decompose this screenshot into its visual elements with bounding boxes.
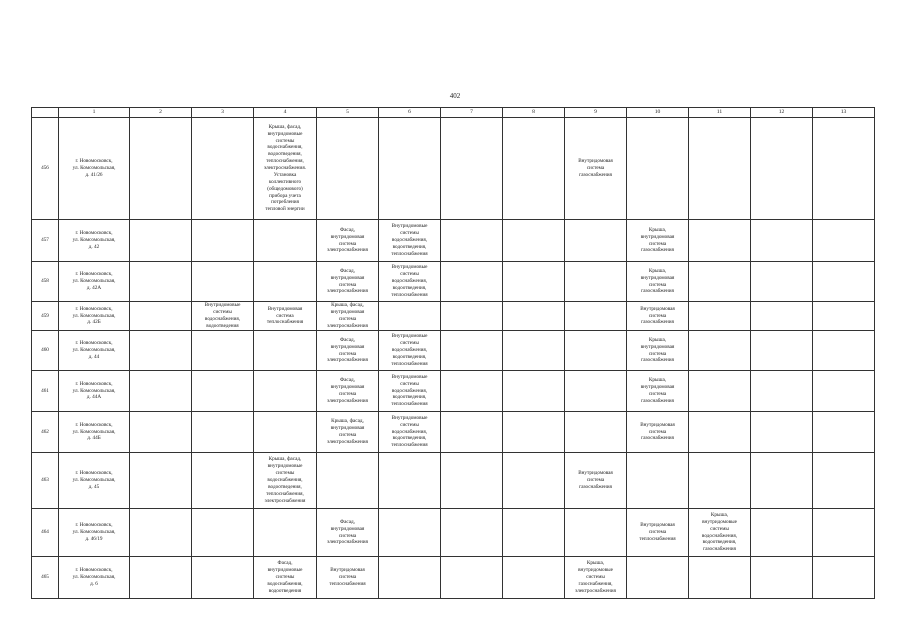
header-cell: 13 xyxy=(813,108,875,118)
work-cell: Внутридомовая система теплоснабжения xyxy=(317,557,379,599)
table-row xyxy=(32,371,875,412)
header-cell: 4 xyxy=(254,108,317,118)
work-cell xyxy=(130,557,192,599)
row-number-cell: 463 xyxy=(32,453,59,509)
table-row xyxy=(32,557,875,599)
work-cell xyxy=(441,453,503,509)
table-body xyxy=(32,118,875,599)
work-cell xyxy=(192,220,254,262)
work-cell xyxy=(317,453,379,509)
work-cell xyxy=(503,412,565,453)
work-cell xyxy=(503,220,565,262)
header-cell: 5 xyxy=(317,108,379,118)
header-cell: 2 xyxy=(130,108,192,118)
work-cell xyxy=(751,302,813,331)
work-cell xyxy=(192,509,254,557)
address-cell: г. Новомосковск, ул. Комсомольская, д. 42А xyxy=(59,262,130,302)
work-cell: Внутридомовая система газоснабжения xyxy=(627,302,689,331)
work-cell xyxy=(813,557,875,599)
work-cell xyxy=(503,331,565,371)
address-cell: г. Новомосковск, ул. Комсомольская, д. 45 xyxy=(59,453,130,509)
work-cell: Фасад, внутридомовая система электроснабжения xyxy=(317,371,379,412)
work-cell xyxy=(379,302,441,331)
repair-schedule-table xyxy=(31,107,875,599)
work-cell xyxy=(689,412,751,453)
header-cell: 10 xyxy=(627,108,689,118)
work-cell: Крыша, внутридомовая система газоснабжения xyxy=(627,371,689,412)
header-cell-num xyxy=(32,108,59,118)
work-cell xyxy=(689,371,751,412)
page-number: 402 xyxy=(449,92,461,100)
work-cell: Внутридомовые системы водоснабжения, водоотведения, теплоснабжения xyxy=(379,331,441,371)
work-cell xyxy=(689,262,751,302)
work-cell xyxy=(254,220,317,262)
work-cell xyxy=(751,331,813,371)
header-cell: 11 xyxy=(689,108,751,118)
table-row xyxy=(32,412,875,453)
work-cell xyxy=(565,302,627,331)
work-cell xyxy=(689,331,751,371)
work-cell: Крыша, фасад, внутридомовые системы водоснабжения, водоотведения, теплоснабжения, электроснабжения. Установка коллективного (общедомового) прибора учета потребления тепловой энергии xyxy=(254,118,317,220)
work-cell xyxy=(813,453,875,509)
work-cell xyxy=(130,509,192,557)
address-cell: г. Новомосковск, ул. Комсомольская, д. 41/26 xyxy=(59,118,130,220)
work-cell xyxy=(689,302,751,331)
work-cell xyxy=(751,557,813,599)
work-cell xyxy=(192,557,254,599)
work-cell xyxy=(130,453,192,509)
header-cell: 12 xyxy=(751,108,813,118)
row-number-cell: 458 xyxy=(32,262,59,302)
row-number-cell: 459 xyxy=(32,302,59,331)
work-cell xyxy=(441,331,503,371)
work-cell: Внутридомовые системы водоснабжения, водоотведения, теплоснабжения xyxy=(379,371,441,412)
work-cell: Фасад, внутридомовая система электроснабжения xyxy=(317,262,379,302)
work-cell xyxy=(503,453,565,509)
work-cell xyxy=(192,262,254,302)
table-row xyxy=(32,118,875,220)
work-cell xyxy=(627,453,689,509)
work-cell xyxy=(565,220,627,262)
address-cell: г. Новомосковск, ул. Комсомольская, д. 46/19 xyxy=(59,509,130,557)
work-cell xyxy=(441,302,503,331)
table-row xyxy=(32,220,875,262)
work-cell: Внутридомовые системы водоснабжения, водоотведения, теплоснабжения xyxy=(379,412,441,453)
header-cell: 1 xyxy=(59,108,130,118)
work-cell xyxy=(751,118,813,220)
work-cell: Внутридомовая система газоснабжения xyxy=(627,412,689,453)
table-row xyxy=(32,331,875,371)
address-cell: г. Новомосковск, ул. Комсомольская, д. 44А xyxy=(59,371,130,412)
work-cell xyxy=(565,509,627,557)
work-cell xyxy=(751,220,813,262)
row-number-cell: 461 xyxy=(32,371,59,412)
work-cell xyxy=(441,118,503,220)
address-cell: г. Новомосковск, ул. Комсомольская, д. 6 xyxy=(59,557,130,599)
address-cell: г. Новомосковск, ул. Комсомольская, д. 42Б xyxy=(59,302,130,331)
work-cell xyxy=(130,262,192,302)
work-cell: Крыша, внутридомовые системы водоснабжения, водоотведения, газоснабжения xyxy=(689,509,751,557)
header-cell: 6 xyxy=(379,108,441,118)
work-cell: Крыша, фасад, внутридомовая система электроснабжения xyxy=(317,302,379,331)
work-cell xyxy=(503,262,565,302)
row-number-cell: 464 xyxy=(32,509,59,557)
work-cell xyxy=(689,557,751,599)
work-cell: Крыша, фасад, внутридомовая система электроснабжения xyxy=(317,412,379,453)
work-cell xyxy=(813,371,875,412)
work-cell: Фасад, внутридомовая система электроснабжения xyxy=(317,331,379,371)
work-cell xyxy=(441,557,503,599)
work-cell xyxy=(503,371,565,412)
work-cell xyxy=(254,371,317,412)
work-cell xyxy=(379,453,441,509)
work-cell: Крыша, внутридомовая система газоснабжения xyxy=(627,331,689,371)
work-cell xyxy=(254,331,317,371)
work-cell xyxy=(813,262,875,302)
work-cell xyxy=(813,118,875,220)
header-cell: 8 xyxy=(503,108,565,118)
work-cell xyxy=(192,118,254,220)
row-number-cell: 457 xyxy=(32,220,59,262)
header-cell: 9 xyxy=(565,108,627,118)
work-cell xyxy=(441,412,503,453)
work-cell xyxy=(254,412,317,453)
address-cell: г. Новомосковск, ул. Комсомольская, д. 42 xyxy=(59,220,130,262)
table-row xyxy=(32,509,875,557)
work-cell xyxy=(192,371,254,412)
work-cell xyxy=(503,118,565,220)
work-cell xyxy=(689,453,751,509)
work-cell xyxy=(503,557,565,599)
work-cell xyxy=(751,371,813,412)
work-cell xyxy=(441,371,503,412)
work-cell: Крыша, внутридомовая система газоснабжения xyxy=(627,262,689,302)
row-number-cell: 465 xyxy=(32,557,59,599)
work-cell xyxy=(254,509,317,557)
work-cell xyxy=(254,262,317,302)
work-cell: Крыша, внутридомовые системы газоснабжения, электроснабжения xyxy=(565,557,627,599)
row-number-cell: 460 xyxy=(32,331,59,371)
work-cell xyxy=(130,220,192,262)
row-number-cell: 462 xyxy=(32,412,59,453)
work-cell xyxy=(689,118,751,220)
work-cell xyxy=(627,118,689,220)
work-cell xyxy=(441,262,503,302)
work-cell xyxy=(317,118,379,220)
table-row xyxy=(32,302,875,331)
work-cell xyxy=(751,262,813,302)
work-cell xyxy=(379,118,441,220)
work-cell xyxy=(627,557,689,599)
row-number-cell: 456 xyxy=(32,118,59,220)
address-cell: г. Новомосковск, ул. Комсомольская, д. 44Б xyxy=(59,412,130,453)
work-cell xyxy=(441,509,503,557)
work-cell xyxy=(192,453,254,509)
work-cell: Крыша, фасад, внутридомовые системы водоснабжения, водоотведения, теплоснабжения, электроснабжения xyxy=(254,453,317,509)
work-cell: Фасад, внутридомовая система электроснабжения xyxy=(317,220,379,262)
work-cell xyxy=(130,118,192,220)
work-cell xyxy=(192,331,254,371)
work-cell xyxy=(689,220,751,262)
work-cell: Внутридомовая система газоснабжения xyxy=(565,118,627,220)
work-cell xyxy=(565,331,627,371)
work-cell xyxy=(379,509,441,557)
work-cell xyxy=(379,557,441,599)
work-cell xyxy=(813,331,875,371)
address-cell: г. Новомосковск, ул. Комсомольская, д. 44 xyxy=(59,331,130,371)
work-cell xyxy=(751,412,813,453)
work-cell xyxy=(565,412,627,453)
work-cell xyxy=(130,412,192,453)
work-cell xyxy=(565,262,627,302)
work-cell xyxy=(130,331,192,371)
work-cell xyxy=(751,509,813,557)
work-cell: Крыша, внутридомовая система газоснабжения xyxy=(627,220,689,262)
header-cell: 3 xyxy=(192,108,254,118)
work-cell: Фасад, внутридомовые системы водоснабжения, водоотведения xyxy=(254,557,317,599)
work-cell xyxy=(813,220,875,262)
work-cell xyxy=(813,412,875,453)
column-header-row xyxy=(32,108,875,118)
work-cell: Внутридомовая система теплоснабжения xyxy=(254,302,317,331)
work-cell xyxy=(813,302,875,331)
work-cell: Внутридомовые системы водоснабжения, водоотведения, теплоснабжения xyxy=(379,220,441,262)
work-cell: Внутридомовая система газоснабжения xyxy=(565,453,627,509)
work-cell xyxy=(565,371,627,412)
work-cell: Внутридомовая система теплоснабжения xyxy=(627,509,689,557)
table-row xyxy=(32,262,875,302)
table-row xyxy=(32,453,875,509)
work-cell xyxy=(813,509,875,557)
work-cell xyxy=(441,220,503,262)
work-cell xyxy=(751,453,813,509)
work-cell xyxy=(503,509,565,557)
work-cell: Внутридомовые системы водоснабжения, водоотведения, теплоснабжения xyxy=(379,262,441,302)
work-cell xyxy=(130,302,192,331)
header-cell: 7 xyxy=(441,108,503,118)
work-cell: Фасад, внутридомовая система электроснабжения xyxy=(317,509,379,557)
work-cell xyxy=(192,412,254,453)
work-cell xyxy=(503,302,565,331)
work-cell: Внутридомовые системы водоснабжения, водоотведения xyxy=(192,302,254,331)
work-cell xyxy=(130,371,192,412)
